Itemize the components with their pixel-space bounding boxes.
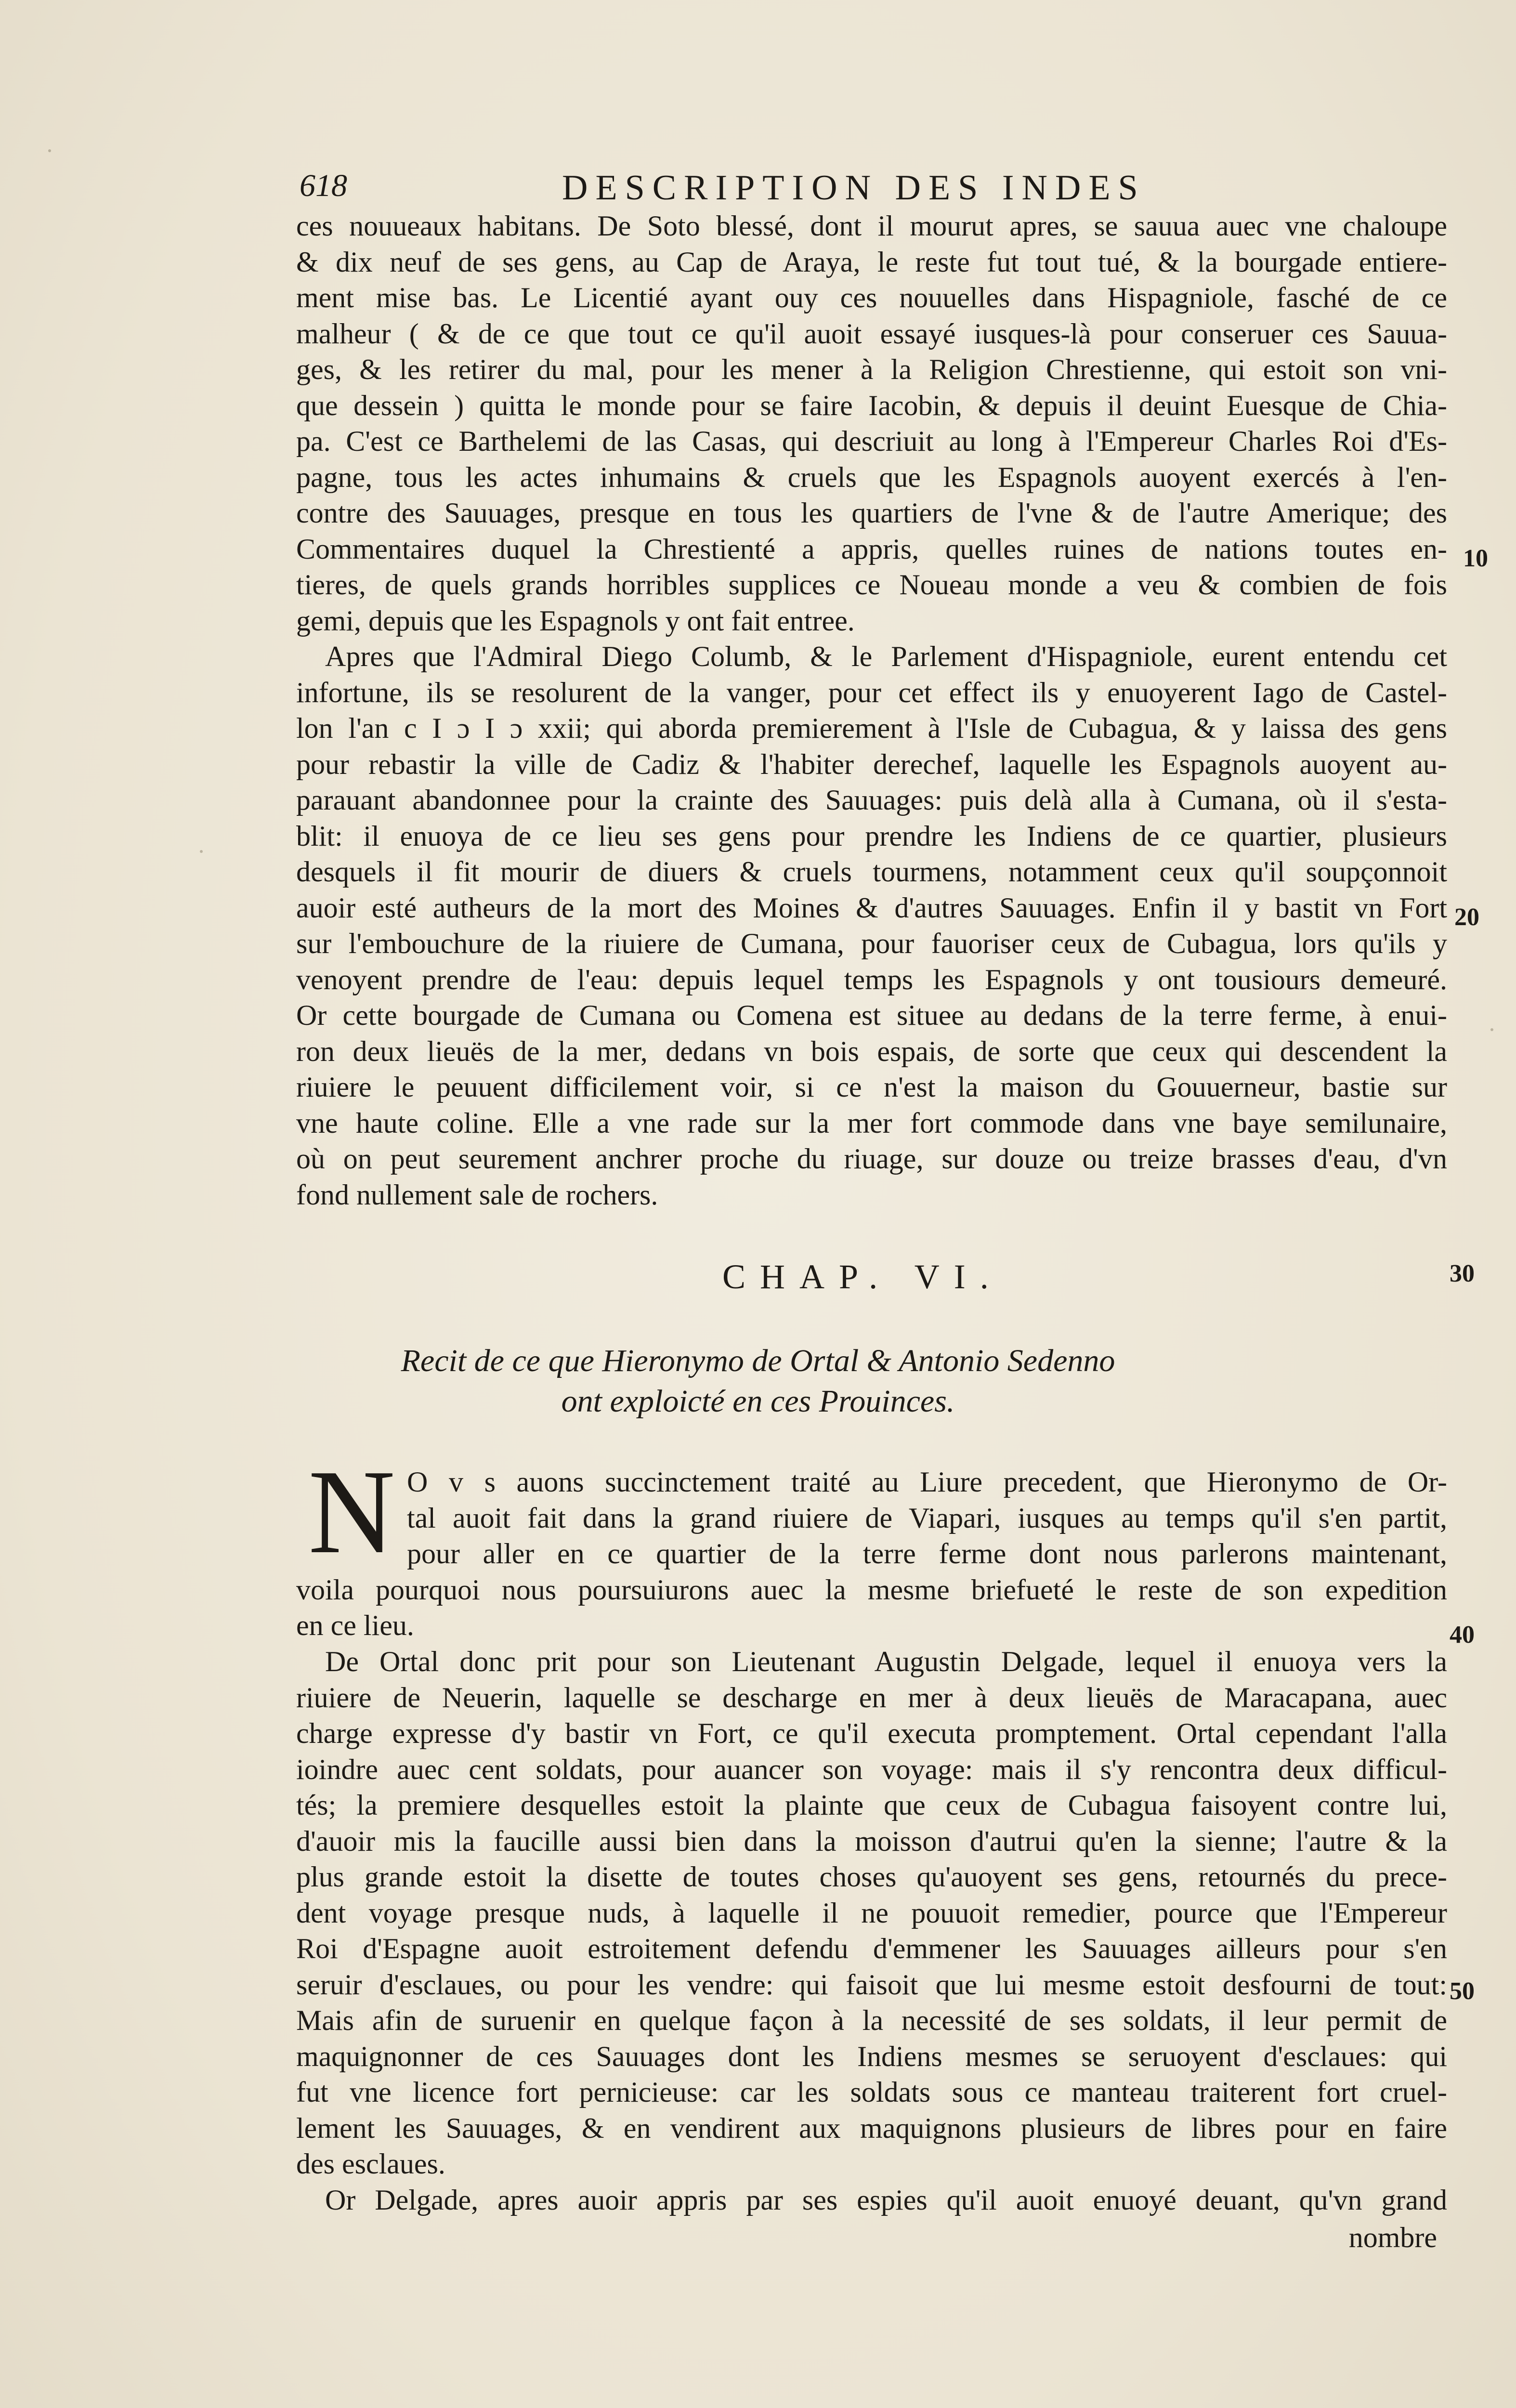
running-head: DESCRIPTION DES INDES xyxy=(562,168,1146,208)
text-line: fut vne licence fort pernicieuse: car les soldats sous ce manteau traiterent fort cruel- xyxy=(296,2076,1447,2108)
text-line: tal auoit fait dans la grand riuiere de Viapari, iusques au temps qu'il s'en partit, xyxy=(407,1502,1447,1534)
page-header xyxy=(300,168,1253,214)
paper-speck xyxy=(1490,1028,1493,1031)
text-line: lement les Sauuages, & en vendirent aux maquignons plusieurs de libres pour en faire xyxy=(296,2112,1447,2144)
text-line: vne haute coline. Elle a vne rade sur la mer fort commode dans vne baye semilunaire, xyxy=(296,1107,1447,1139)
text-line: contre des Sauuages, presque en tous les quartiers de l'vne & de l'autre Amerique; des xyxy=(296,497,1447,529)
margin-line-number: 10 xyxy=(1463,545,1488,572)
text-line: ment mise bas. Le Licentié ayant ouy ces nouuelles dans Hispagniole, fasché de ce xyxy=(296,282,1447,314)
text-line: seruir d'esclaues, ou pour les vendre: qui faisoit que lui mesme estoit desfourni de tout: xyxy=(296,1968,1447,2001)
margin-line-number: 50 xyxy=(1450,1977,1475,2005)
text-line: & dix neuf de ses gens, au Cap de Araya, le reste fut tout tué, & la bourgade entiere- xyxy=(296,246,1447,278)
text-line: riuiere de Neuerin, laquelle se descharge en mer à deux lieuës de Maracapana, auec xyxy=(296,1681,1447,1714)
text-line: des esclaues. xyxy=(296,2148,445,2180)
text-line: pour aller en ce quartier de la terre ferme dont nous parlerons maintenant, xyxy=(407,1538,1447,1570)
paragraph-3 xyxy=(296,1464,1447,1644)
chapter-heading: CHAP. VI. xyxy=(722,1257,1003,1296)
drop-cap: N xyxy=(308,1445,395,1579)
text-line: fond nullement sale de rochers. xyxy=(296,1178,658,1211)
text-line: lon l'an c I ɔ I ɔ xxii; qui aborda premierement à l'Isle de Cubagua, & y laissa des gens xyxy=(296,712,1447,744)
paragraph-5 xyxy=(296,2182,1447,2218)
text-line: Or cette bourgade de Cumana ou Comena est situee au dedans de la terre ferme, à enui- xyxy=(296,999,1447,1031)
text-line: ron deux lieuës de la mer, dedans vn bois espais, de sorte que ceux qui descendent la xyxy=(296,1035,1447,1067)
text-line: O v s auons succinctement traité au Liure precedent, que Hieronymo de Or- xyxy=(407,1466,1447,1498)
text-line: ioindre auec cent soldats, pour auancer son voyage: mais il s'y rencontra deux difficul- xyxy=(296,1753,1447,1785)
chapter-title-line-2: ont exploicté en ces Prouinces. xyxy=(561,1384,955,1419)
text-line: tieres, de quels grands horribles supplices ce Noueau monde a veu & combien de fois xyxy=(296,569,1447,601)
paragraph-2 xyxy=(296,639,1447,1213)
text-line: pa. C'est ce Barthelemi de las Casas, qui descriuit au long à l'Empereur Charles Roi d'Es- xyxy=(296,425,1447,457)
page-number: 618 xyxy=(300,168,347,203)
chapter-title-line-1: Recit de ce que Hieronymo de Ortal & Antonio Sedenno xyxy=(401,1343,1115,1378)
text-line: d'auoir mis la faucille aussi bien dans la moisson d'autrui qu'en la sienne; l'autre & la xyxy=(296,1825,1447,1857)
text-line: Commentaires duquel la Chrestienté a appris, quelles ruines de nations toutes en- xyxy=(296,533,1447,565)
text-line: Roi d'Espagne auoit estroitement defendu d'emmener les Sauuages ailleurs pour s'en xyxy=(296,1933,1447,1964)
text-line: De Ortal donc prit pour son Lieutenant Augustin Delgade, lequel il enuoya vers la xyxy=(325,1646,1447,1677)
text-line: que dessein ) quitta le monde pour se faire Iacobin, & depuis il deuint Euesque de Chia- xyxy=(296,389,1447,421)
text-line: dent voyage presque nuds, à laquelle il ne pouuoit remedier, pource que l'Empereur xyxy=(296,1897,1447,1929)
text-line: Or Delgade, apres auoir appris par ses espies qu'il auoit enuoyé deuant, qu'vn grand xyxy=(325,2184,1447,2216)
text-line: blit: il enuoya de ce lieu ses gens pour prendre les Indiens de ce quartier, plusieurs xyxy=(296,820,1447,852)
text-line: ges, & les retirer du mal, pour les mener à la Religion Chrestienne, qui estoit son vni- xyxy=(296,353,1447,385)
paragraph-1 xyxy=(296,208,1447,639)
text-line: malheur ( & de ce que tout ce qu'il auoit essayé iusques-là pour conseruer ces Sauua- xyxy=(296,317,1447,350)
text-line: auoir esté autheurs de la mort des Moines & d'autres Sauuages. Enfin il y bastit vn Fort xyxy=(296,891,1447,924)
paper-speck xyxy=(48,149,51,152)
text-line: infortune, ils se resolurent de la vanger, pour cet effect ils y enuoyerent Iago de Castel- xyxy=(296,676,1447,708)
text-line: venoyent prendre de l'eau: depuis lequel temps les Espagnols y ont tousiours demeuré. xyxy=(296,963,1447,995)
text-line: pagne, tous les actes inhumains & cruels que les Espagnols auoyent exercés à l'en- xyxy=(296,461,1447,493)
text-line: parauant abandonnee pour la crainte des Sauuages: puis delà alla à Cumana, où il s'esta- xyxy=(296,784,1447,816)
text-line: plus grande estoit la disette de toutes choses qu'auoyent ses gens, retournés du prece- xyxy=(296,1861,1447,1893)
text-line: où on peut seurement anchrer proche du riuage, sur douze ou treize brasses d'eau, d'vn xyxy=(296,1143,1447,1175)
text-line: gemi, depuis que les Espagnols y ont fait entree. xyxy=(296,604,855,637)
text-line: riuiere le peuuent difficilement voir, si ce n'est la maison du Gouuerneur, bastie sur xyxy=(296,1071,1447,1103)
paragraph-4 xyxy=(296,1644,1447,2182)
margin-line-number: 40 xyxy=(1450,1621,1475,1649)
text-line: Apres que l'Admiral Diego Columb, & le Parlement d'Hispagniole, eurent entendu cet xyxy=(325,641,1447,672)
text-line: desquels il fit mourir de diuers & cruels tourmens, notamment ceux qu'il soupçonnoit xyxy=(296,856,1447,888)
catchword: nombre xyxy=(1348,2222,1437,2253)
text-line: tés; la premiere desquelles estoit la plainte que ceux de Cubagua faisoyent contre lui, xyxy=(296,1789,1447,1821)
paper-speck xyxy=(200,850,203,853)
text-line: maquignonner de ces Sauuages dont les Indiens mesmes se seruoyent d'esclaues: qui xyxy=(296,2040,1447,2072)
text-line: ces nouueaux habitans. De Soto blessé, dont il mourut apres, se sauua auec vne chaloupe xyxy=(296,210,1447,242)
text-line: sur l'embouchure de la riuiere de Cumana, pour fauoriser ceux de Cubagua, lors qu'ils y xyxy=(296,928,1447,959)
margin-line-number: 20 xyxy=(1454,903,1479,931)
text-line: pour rebastir la ville de Cadiz & l'habiter derechef, laquelle les Espagnols auoyent au- xyxy=(296,748,1447,780)
margin-line-number: 30 xyxy=(1450,1260,1475,1287)
text-line: charge expresse d'y bastir vn Fort, ce qu'il executa promptement. Ortal cependant l'alla xyxy=(296,1717,1447,1749)
text-line: en ce lieu. xyxy=(296,1610,414,1641)
text-line: voila pourquoi nous poursuiurons auec la mesme briefueté le reste de son expedition xyxy=(296,1573,1447,1606)
text-line: Mais afin de suruenir en quelque façon à la necessité de ses soldats, il leur permit de xyxy=(296,2004,1447,2036)
